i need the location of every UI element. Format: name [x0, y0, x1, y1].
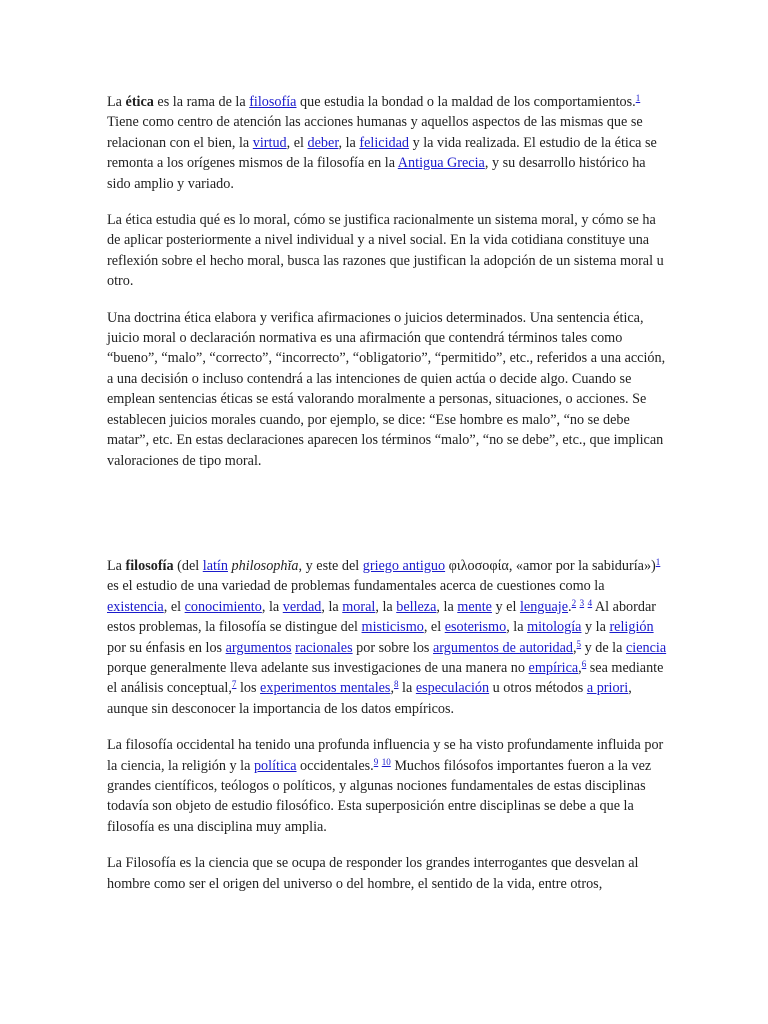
text-run: , aunque sin desconocer la importancia de los datos empíricos.	[107, 680, 632, 717]
text-run: , la	[375, 598, 397, 615]
text-run: que estudia la bondad o la maldad de los comportamientos.	[296, 94, 636, 110]
paragraph	[107, 556, 667, 719]
text-run: ,	[573, 639, 577, 656]
text-run: es la rama de la	[153, 94, 250, 110]
wiki-link[interactable]: experimentos mentales	[260, 680, 391, 697]
text-run: y el	[491, 598, 520, 615]
text-run: Tiene como centro de atención las acciones humanas y aquellos aspectos de las mismas que se relacionan con el bien, la	[107, 114, 643, 151]
footnote-link[interactable]: 8	[394, 679, 399, 690]
footnote-link[interactable]: 1	[635, 93, 641, 103]
wiki-link[interactable]: ciencia	[625, 639, 667, 656]
wiki-link[interactable]: política	[253, 757, 297, 774]
footnote-link[interactable]: 3	[579, 597, 585, 608]
footnote-link[interactable]: 5	[576, 638, 582, 649]
text-run: La filosofía occidental ha tenido una profunda influencia y se ha visto profundamente influida por la ciencia, la religión y la	[107, 737, 664, 774]
text-run: sea mediante el análisis conceptual,	[107, 659, 664, 697]
paragraph	[107, 853, 667, 894]
footnote-link[interactable]: 6	[581, 658, 587, 669]
footnote-link[interactable]: 7	[231, 679, 237, 690]
text-run: , la	[261, 598, 283, 615]
text-run: ,	[390, 680, 394, 697]
wiki-link[interactable]: misticismo	[361, 619, 424, 636]
wiki-link[interactable]: felicidad	[359, 134, 410, 151]
wiki-link[interactable]: mente	[457, 598, 492, 615]
text-run: por sobre los	[352, 639, 433, 656]
wiki-link[interactable]: argumentos	[225, 639, 292, 656]
wiki-link[interactable]: especulación	[415, 680, 490, 697]
text-run: La Filosofía es la ciencia que se ocupa de responder los grandes interrogantes que desvelan al hombre como ser el origen del universo o del hombre, el sentido de la vida, entre otros,	[107, 855, 639, 892]
text-run: Muchos filósofos importantes fueron a la vez grandes científicos, teólogos o políticos, y algunas nociones fundamentales de estas disciplinas todavía son objeto de estudio filosófico. Esta superposición entre disciplinas se debe a que la filosofía es una disciplina muy amplia.	[107, 757, 652, 835]
wiki-link[interactable]: esoterismo	[444, 619, 507, 636]
wiki-link[interactable]: griego antiguo	[362, 557, 446, 574]
paragraph	[107, 210, 667, 292]
wiki-link[interactable]: Antigua Grecia	[397, 155, 485, 172]
wiki-link[interactable]: belleza	[396, 598, 437, 615]
text-run: y de la	[581, 639, 626, 656]
wiki-link[interactable]: verdad	[282, 598, 322, 615]
italic-term: philosophĭa	[231, 557, 299, 574]
footnote-marker	[656, 557, 661, 567]
text-run: , la	[506, 619, 528, 636]
text-run: y la vida realizada. El estudio de la ética se remonta a los orígenes mismos de la filosofía en la	[107, 134, 657, 172]
text-run: los	[236, 680, 261, 697]
text-run: , y este del	[298, 557, 363, 574]
footnote-link[interactable]: 9	[373, 756, 379, 767]
footnote-marker	[382, 757, 391, 767]
text-run: , el	[286, 134, 308, 151]
wiki-link[interactable]: a priori	[586, 680, 629, 697]
text-run: , el	[163, 598, 185, 615]
wiki-link[interactable]: existencia	[107, 598, 164, 615]
wiki-link[interactable]: racionales	[295, 639, 353, 656]
text-run: por su énfasis en los	[107, 639, 226, 656]
text-run: La	[107, 557, 126, 574]
text-run: (del	[173, 557, 203, 574]
bold-term: ética	[125, 94, 154, 110]
text-run: φιλοσοφία, «amor por la sabiduría»)	[445, 557, 656, 574]
text-run: la	[398, 680, 416, 697]
wiki-link[interactable]: empírica	[528, 659, 579, 676]
text-run: La ética estudia qué es lo moral, cómo se justifica racionalmente un sistema moral, y cómo se ha de aplicar posteriormente a nivel individual y a nivel social. En la vida cotidiana constituye una reflexión sobre el hecho moral, busca las razones que justifican la adopción de un sistema moral u otro.	[107, 212, 664, 290]
footnote-link[interactable]: 10	[381, 756, 391, 767]
text-run: porque generalmente lleva adelante sus investigaciones de una manera no	[107, 659, 529, 676]
text-run: y la	[581, 619, 610, 636]
wiki-link[interactable]: latín	[202, 557, 228, 574]
text-run: es el estudio de una variedad de problemas fundamentales acerca de cuestiones como la	[107, 578, 605, 595]
wiki-link[interactable]: argumentos de autoridad	[433, 639, 573, 656]
text-run: , el	[423, 619, 445, 636]
paragraph	[107, 308, 667, 471]
wiki-link[interactable]: deber	[307, 134, 339, 151]
wiki-link[interactable]: virtud	[252, 134, 287, 151]
text-run: occidentales.	[296, 757, 374, 774]
wiki-link[interactable]: religión	[609, 619, 654, 636]
paragraph	[107, 92, 667, 194]
footnote-link[interactable]: 4	[587, 597, 593, 608]
bold-term: filosofía	[125, 557, 174, 574]
text-run: , la	[436, 598, 458, 615]
document-body	[107, 92, 667, 910]
text-run: .	[568, 598, 572, 615]
footnote-link[interactable]: 2	[571, 597, 577, 608]
text-run: ,	[578, 659, 582, 676]
text-run: u otros métodos	[489, 680, 587, 697]
footnote-marker	[636, 93, 641, 103]
wiki-link[interactable]: mitología	[527, 619, 582, 636]
paragraph	[107, 735, 667, 837]
text-run: , la	[321, 598, 343, 615]
wiki-link[interactable]: filosofía	[249, 94, 297, 110]
wiki-link[interactable]: moral	[342, 598, 376, 615]
footnote-link[interactable]: 1	[655, 556, 661, 567]
text-run: La	[107, 94, 126, 110]
text-run: Una doctrina ética elabora y verifica afirmaciones o juicios determinados. Una sentencia ética, juicio moral o declaración normativa es una afirmación que contendrá términos tales como “bueno”, “malo”, “correcto”, “incorrecto”, “obligatorio”, “permitido”, etc., referidos a una acción, a una decisión o incluso contendrá a las intenciones de quien actúa o decide algo. Cuando se emplean sentencias éticas se está valorando moralmente a personas, situaciones, o acciones. Se establecen juicios morales cuando, por ejemplo, se dice: “Ese hombre es malo”, “no se debe matar”, etc. En estas declaraciones aparecen los términos “malo”, “no se debe”, etc., que implican valoraciones de tipo moral.	[107, 309, 666, 469]
text-run: Al abordar estos problemas, la filosofía se distingue del	[107, 598, 656, 636]
text-run: , y su desarrollo histórico ha sido amplio y variado.	[107, 155, 646, 192]
wiki-link[interactable]: lenguaje	[519, 598, 569, 615]
wiki-link[interactable]: conocimiento	[184, 598, 262, 615]
text-run: , la	[338, 134, 360, 151]
